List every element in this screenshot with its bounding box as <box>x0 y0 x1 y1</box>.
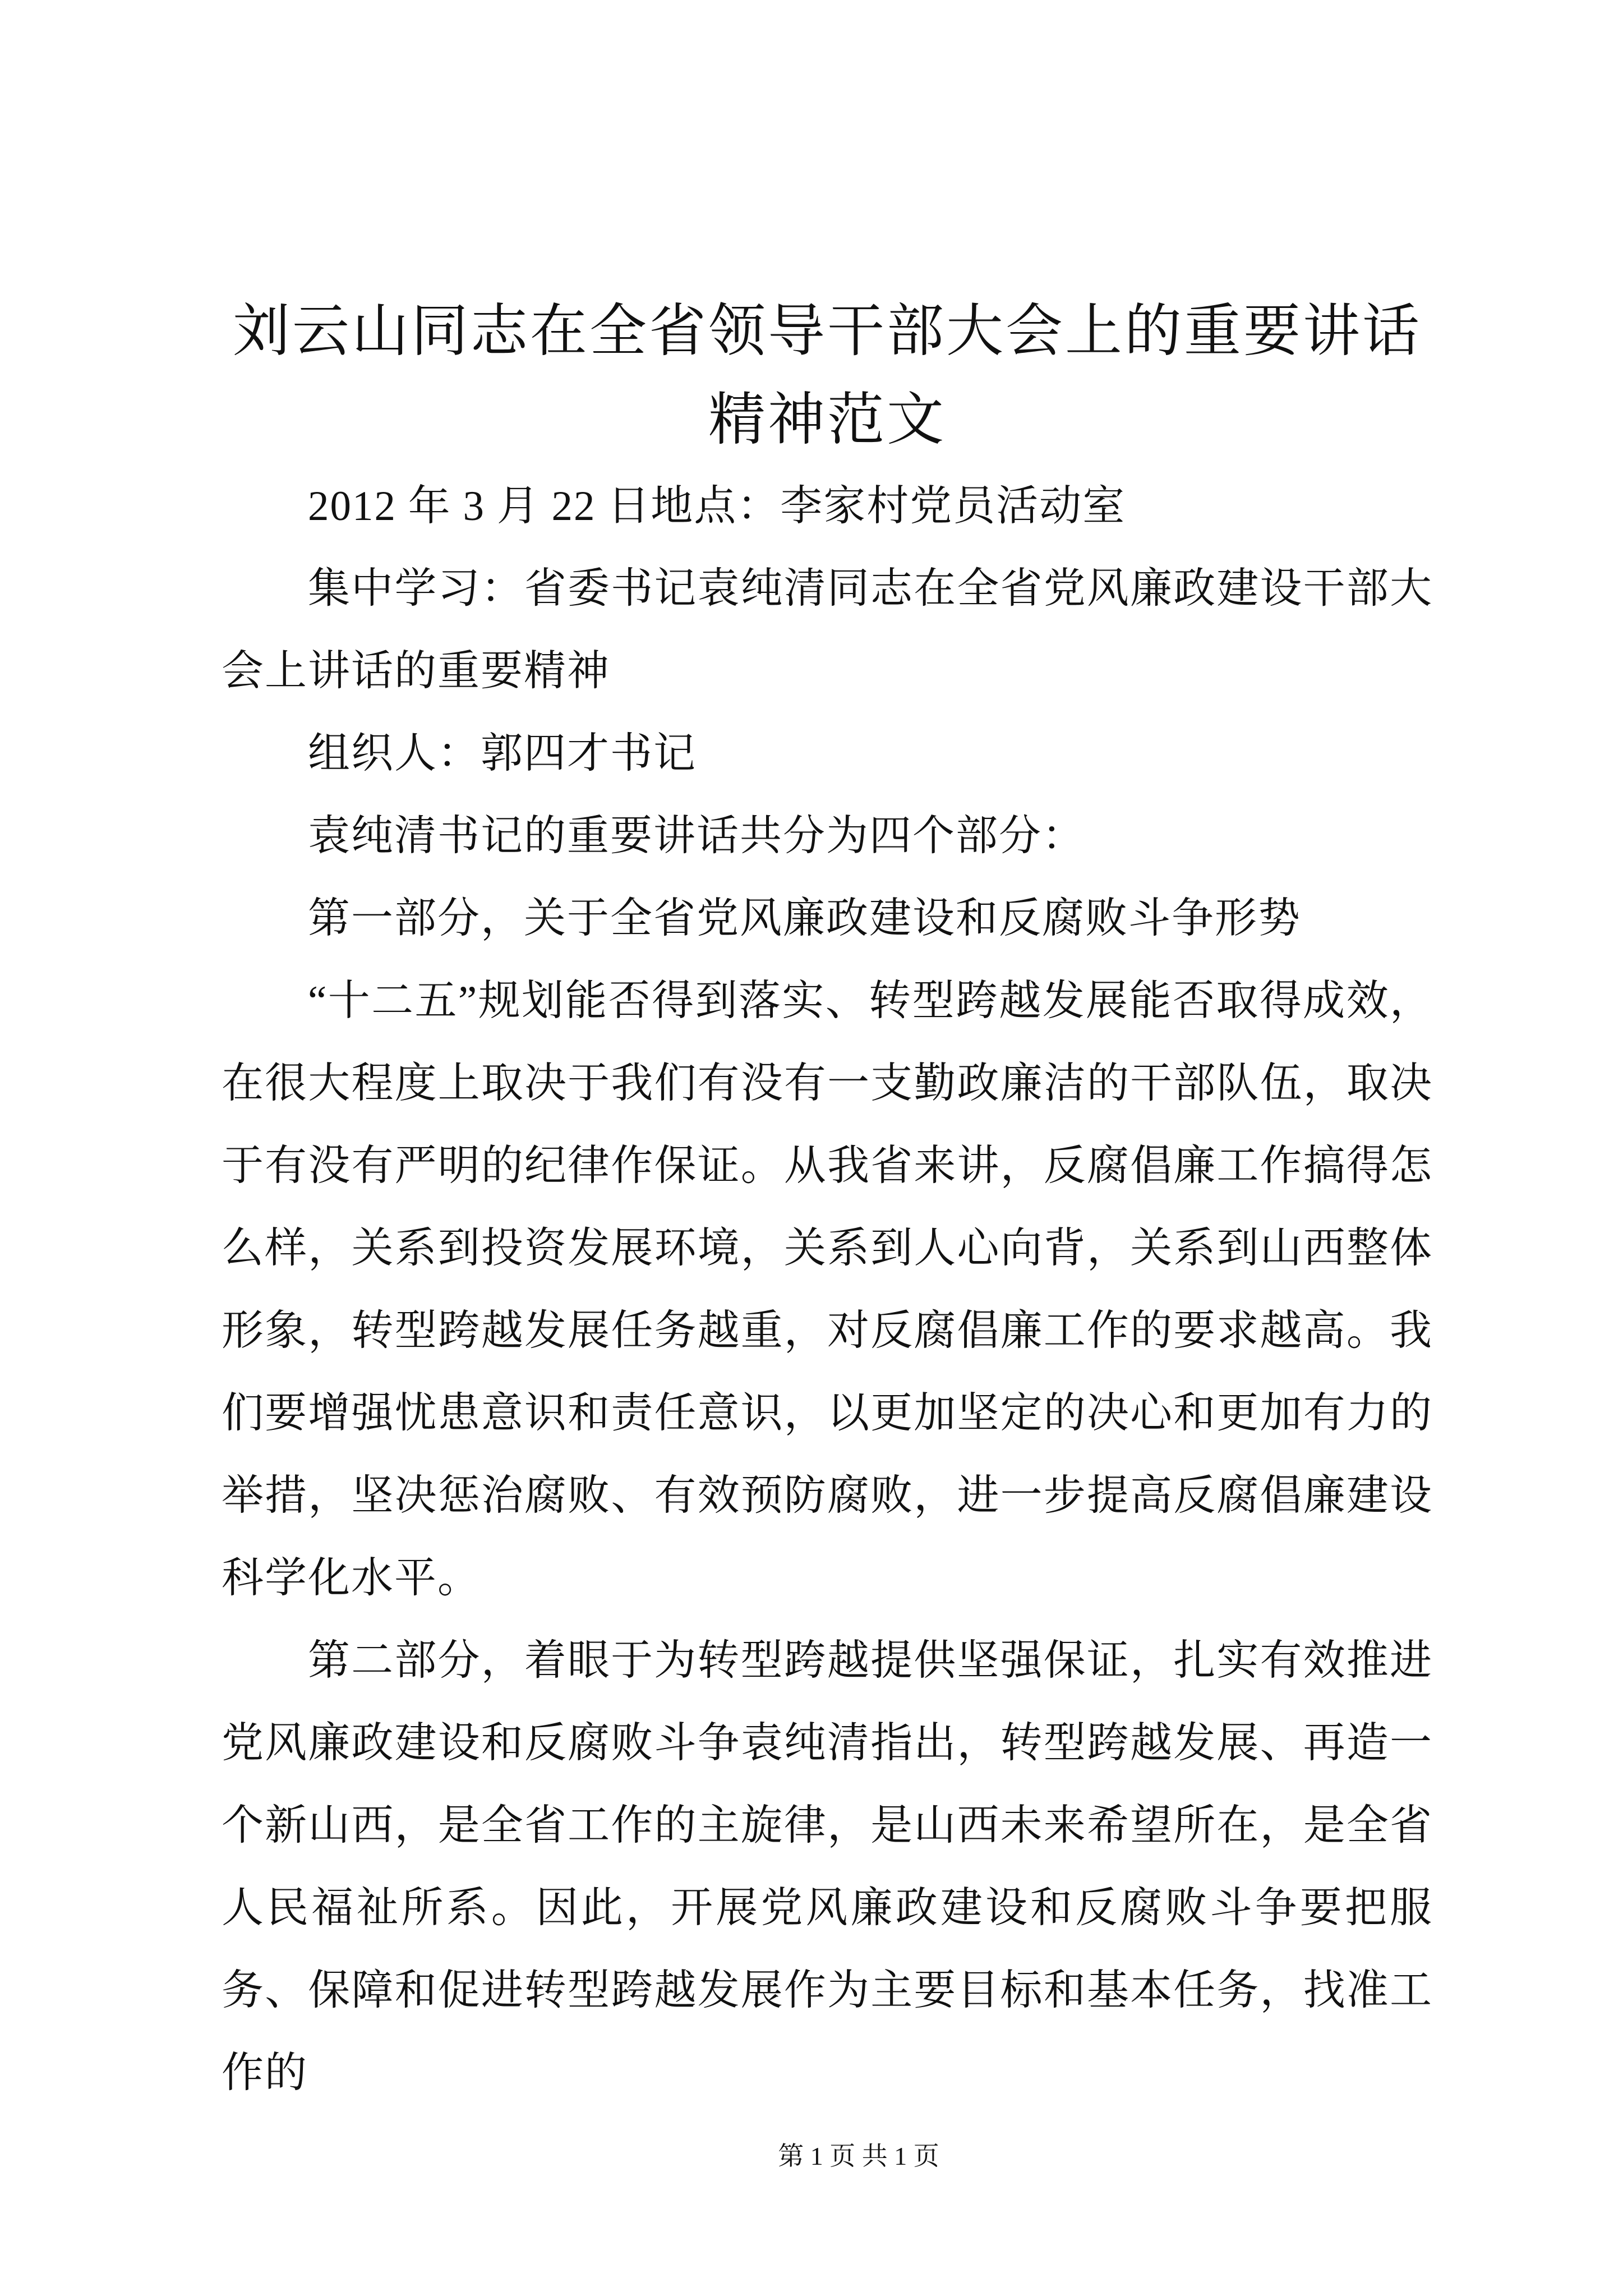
document-body <box>222 288 1433 2114</box>
page-footer: 第 1 页 共 1 页 <box>778 2142 939 2170</box>
section-one-body: “十二五”规划能否得到落实、转型跨越发展能否取得成效，在很大程度上取决于我们有没有一支勤政廉洁的干部队伍，取决于有没有严明的纪律作保证。从我省来讲，反腐倡廉工作搞得怎么样，关系到投资发展环境，关系到人心向背，关系到山西整体形象，转型跨越发展任务越重，对反腐倡廉工作的要求越高。我们要增强忧患意识和责任意识，以更加坚定的决心和更加有力的举措，坚决惩治腐败、有效预防腐败，进一步提高反腐倡廉建设科学化水平。 <box>222 978 1433 1602</box>
date-location-line: 2012 年 3 月 22 日地点：李家村党员活动室 <box>308 483 1126 530</box>
document-title: 刘云山同志在全省领导干部大会上的重要讲话精神范文 <box>233 300 1422 452</box>
speech-intro: 袁纯清书记的重要讲话共分为四个部分： <box>308 813 1086 859</box>
section-two-body: 第二部分，着眼于为转型跨越提供坚强保证，扎实有效推进党风廉政建设和反腐败斗争袁纯清指出，转型跨越发展、再造一个新山西，是全省工作的主旋律，是山西未来希望所在，是全省人民福祉所系。因此，开展党风廉政建设和反腐败斗争要把服务、保障和促进转型跨越发展作为主要目标和基本任务，找准工作的 <box>222 1637 1433 2096</box>
study-topic: 集中学习：省委书记袁纯清同志在全省党风廉政建设干部大会上讲话的重要精神 <box>222 565 1433 694</box>
section-one-heading: 第一部分，关于全省党风廉政建设和反腐败斗争形势 <box>308 895 1302 942</box>
organizer-line: 组织人：郭四才书记 <box>308 730 697 777</box>
